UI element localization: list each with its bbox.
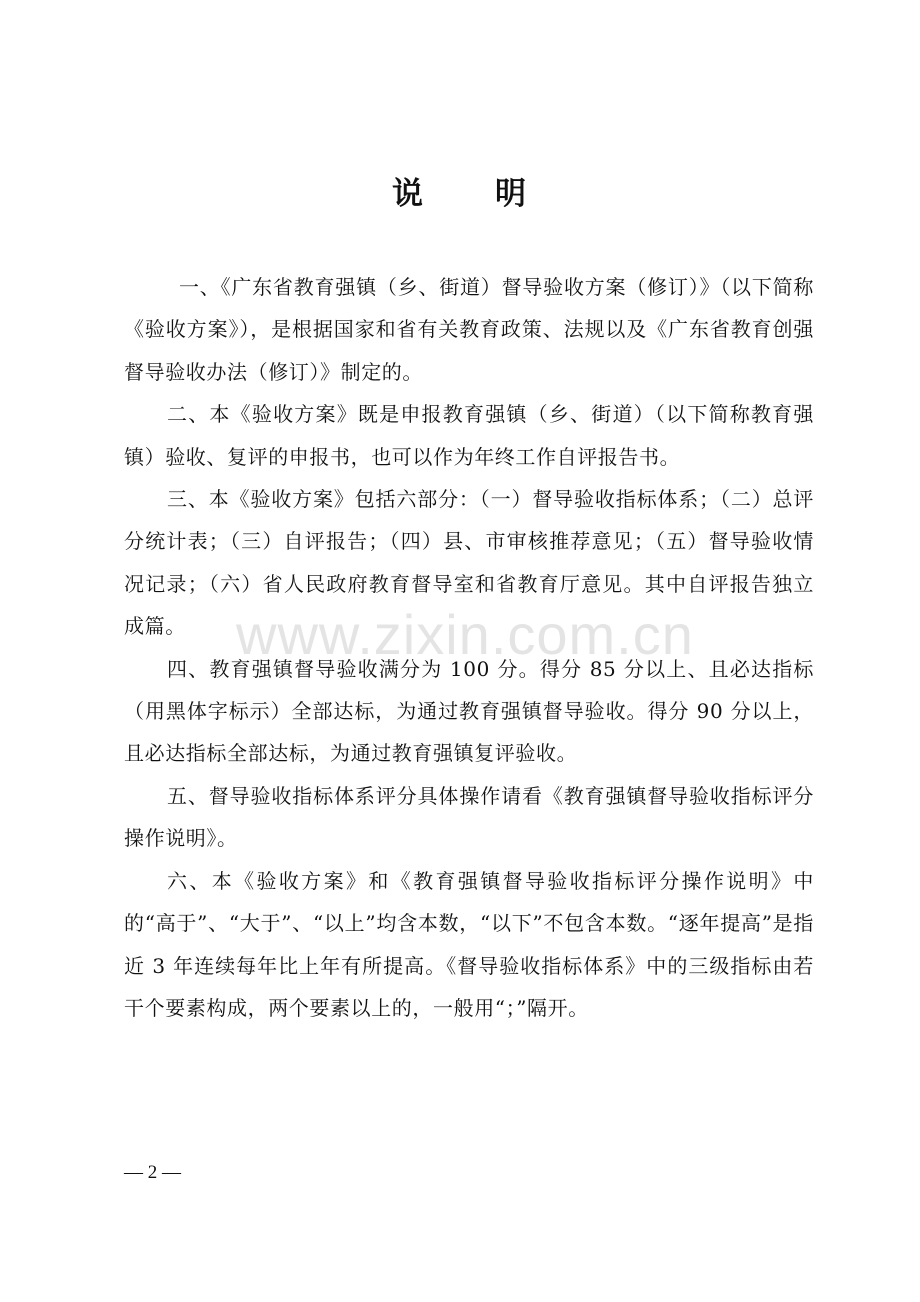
paragraph-5: 五、督导验收指标体系评分具体操作请看《教育强镇督导验收指标评分操作说明》。: [124, 783, 814, 851]
title-char-2: 明: [495, 176, 528, 212]
page-number: — 2 —: [124, 1162, 181, 1183]
paragraph-3: 三、本《验收方案》包括六部分：（一）督导验收指标体系；（二）总评分统计表；（三）自评报告；（四）县、市审核推荐意见；（五）督导验收情况记录；（六）省人民政府教育督导室和省教育厅意见。其中自评报告独立成篇。: [124, 487, 814, 639]
watermark: www.zixin.com.cn: [236, 603, 694, 666]
body-text: [124, 266, 814, 1029]
paragraph-2: 二、本《验收方案》既是申报教育强镇（乡、街道）（以下简称教育强镇）验收、复评的申报书，也可以作为年终工作自评报告书。: [124, 402, 814, 469]
paragraph-1: 一、《广东省教育强镇（乡、街道）督导验收方案（修订）》（以下简称《验收方案》），是根据国家和省有关教育政策、法规以及《广东省教育创强督导验收办法（修订）》制定的。: [124, 275, 814, 384]
paragraph-4: 四、教育强镇督导验收满分为 100 分。得分 85 分以上、且必达指标（用黑体字标示）全部达标，为通过教育强镇督导验收。得分 90 分以上，且必达指标全部达标，为通过教育强镇复评验收。: [124, 656, 814, 766]
paragraph-6: 六、本《验收方案》和《教育强镇督导验收指标评分操作说明》中的“高于”、“大于”、“以上”均含本数，“以下”不包含本数。“逐年提高”是指近 3 年连续每年比上年有所提高。《督导验收指标体系》中的三级指标由若干个要素构成，两个要素以上的，一般用“；”隔开。: [124, 868, 814, 1020]
title-char-1: 说: [392, 176, 425, 212]
page-title: [0, 168, 920, 213]
